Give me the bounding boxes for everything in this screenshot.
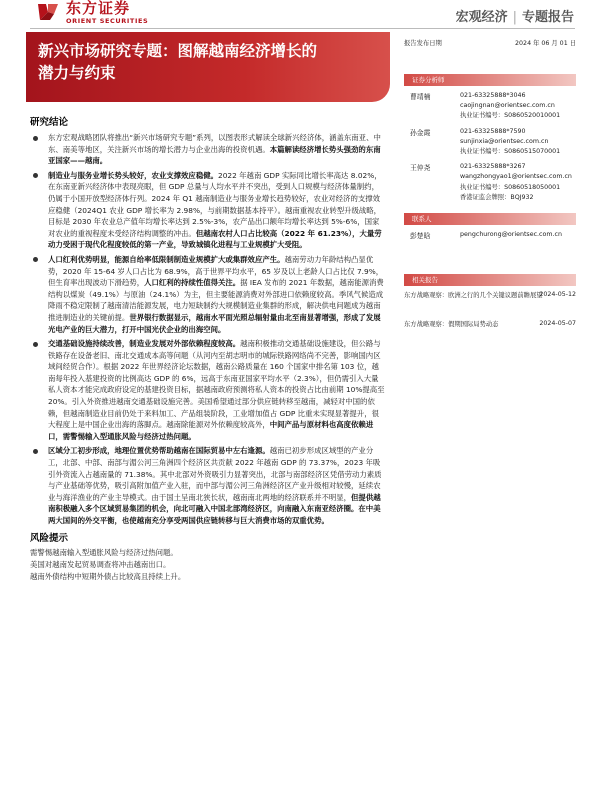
- bullet-bold-text: 本篇解读经济增长势头强劲的东南亚国家——越南。: [48, 144, 381, 166]
- related-section-header: 相关报告: [404, 274, 576, 286]
- conclusion-bullet-5: [30, 445, 385, 526]
- contact-section-header: 联系人: [404, 213, 576, 225]
- bullet-bold-text: 制造业与服务业增长势头较好，农业支撑效应稳健。: [48, 170, 218, 180]
- bullet-bold-text: 但越南农村人口占比较高（2022 年 61.23%），大量劳动力受困于现代化程度较低的第一产业，导致城镇化进程与工业规模扩大受阻。: [48, 228, 382, 250]
- analyst-card: [404, 91, 576, 122]
- related-report-title[interactable]: 东方战略观察：假期国际局势动态: [404, 321, 499, 329]
- analyst-cert: 执业证书编号：S0860518050001: [460, 183, 561, 191]
- risk-item-1: 需警惕越南输入型通胀风险与经济过热问题。: [30, 547, 178, 557]
- bullet-text: 越南积极推动交通基础设施建设，但公路与铁路存在设备老旧、南北交通成本高等问题（从河内至胡志明市的城际铁路网络尚不完善，影响国内区域间经贸合作）。根据 2022 年世界经济论坛数据，越南公路质量在 160 个国家中排名第 103 位，越南每年投入基建投资的比例高达 GDP 的 6%，远高于东南亚国家平均水平（2.3%），但仍需引入大量私人资本才能完成政府设定的基建投资目标，据越南政府预测将私人资本的投资占比由前期 10%提高至 20%。引入外资推进越南交通基础设施完善。美国希望通过部分供应链转移至越南，减轻对中国的依赖，但越南制造业目前仍处于来料加工、产品组装阶段，工业增加值占 GDP 比重未实现显著提升，很大程度上是中国企业出海的落脚点。越南除能源对外依赖度较高外，: [48, 339, 385, 430]
- analyst-card: [404, 127, 576, 158]
- bullet-bold-text: 交通基础设施持续改善，制造业发展对外部依赖程度较高。: [48, 339, 241, 349]
- analyst-email[interactable]: caojingnan@orientsec.com.cn: [460, 102, 555, 110]
- bullet-text: 越南劳动力年龄结构凸显优势，2020 年 15-64 岁人口占比为 68.9%，高于世界平均水平，65 岁及以上老龄人口占比仅 7.9%，但生育率出现波动下滑趋势，: [48, 254, 384, 288]
- conclusion-bullet-1: [30, 132, 385, 167]
- analyst-card: [404, 162, 576, 203]
- contact-card: [404, 230, 576, 240]
- header-divider: [30, 28, 575, 29]
- analyst-email[interactable]: sunjinxia@orientsec.com.cn: [460, 137, 549, 145]
- bullet-bold-text: 人口红利的持续性值得关注。: [144, 278, 241, 288]
- report-title-line2: 潜力与约束: [38, 64, 116, 82]
- analyst-name: 王仲尧: [410, 164, 431, 173]
- report-date-value: 2024 年 06 月 01 日: [515, 40, 576, 47]
- category-separator: |: [512, 10, 517, 25]
- analyst-cert: 执业证书编号：S0860520010001: [460, 112, 561, 120]
- risk-title: 风险提示: [30, 532, 69, 544]
- analyst-cert: 执业证书编号：S0860515070001: [460, 147, 561, 155]
- bullet-bold-text: 世界银行数据显示，越南水平面光照总辐射量由北至南显著增强，形成了发展光电产业的巨大潜力，打开中国光伏企业的出海空间。: [48, 312, 381, 334]
- report-title: [38, 40, 378, 84]
- sub-category-label: 专题报告: [521, 10, 574, 25]
- bullet-text: 东方宏观战略团队将推出“新兴市场研究专题”系列，以图表形式解读全球新兴经济体，涵盖东南亚、中东、南美等地区，关注新兴市场的增长潜力与企业出海的投资机遇。: [48, 133, 381, 154]
- page-header: [0, 0, 600, 30]
- analyst-phone: 021-63325888*7590: [460, 127, 526, 135]
- bullet-text: 据 IEA 发布的 2021 年数据，越南能源消费结构以煤炭（49.1%）与原油（24.1%）为主，但主要能源消费对外部进口依赖度较高。季风气候造成降雨不稳定限制了越南清洁能源发展，电力短缺制约大规模制造业集群的形成，解决供电问题成为越南推进制造业的关键前提。: [48, 278, 384, 322]
- logo-en-text: ORIENT SECURITIES: [66, 17, 149, 25]
- bullet-bold-text: 人口红利优势明显，能源自给率低限制制造业规模扩大或集群效应产生。: [48, 254, 285, 264]
- related-report-date: 2024-05-07: [539, 320, 576, 328]
- section-title: 研究结论: [30, 117, 69, 128]
- logo-mark-icon: [36, 2, 60, 22]
- analyst-section-header: 证券分析师: [404, 74, 576, 86]
- bullet-bold-text: 中间产品与原材料也高度依赖进口，需警惕输入型通胀风险与经济过热问题。: [48, 420, 374, 441]
- analyst-email[interactable]: wangzhongyao1@orientsec.com.cn: [460, 173, 572, 181]
- analyst-phone: 021-63325888*3046: [460, 92, 526, 99]
- report-date-label: 报告发布日期: [404, 40, 442, 47]
- analyst-name: 孙金霞: [410, 128, 431, 137]
- bullet-text: 越南已初步形成区域型的产业分工，北部、中部、南部与湄公河三角洲四个经济区共贡献 2022 年越南 GDP 的 73.37%，2023 年吸引外资流入占越南量的 71.38%。其中北部对外资吸引力显著突出，北部与南部经济区凭借劳动力素质与产业基础等优势，吸引高附加值产业入驻，而中部与湄公河三角洲经济区产业升级相对较慢，延续农业与海洋渔业的产业主导模式。由于国土呈南北狭长状，越南南北两地的经济联系并不明显，: [48, 446, 382, 502]
- company-logo: [36, 0, 166, 28]
- contact-name: 彭楚晗: [410, 231, 431, 240]
- category-label: 宏观经济: [455, 10, 508, 25]
- contact-email[interactable]: pengchurong@orientsec.com.cn: [460, 230, 562, 238]
- bullet-bold-text: 区域分工初步形成，地理位置优势帮助越南在国际贸易中左右逢源。: [48, 446, 270, 456]
- title-banner: [26, 32, 390, 102]
- related-report[interactable]: [404, 291, 576, 315]
- logo-cn-text: 东方证券: [66, 0, 131, 17]
- report-category: [456, 6, 574, 25]
- sidebar: [404, 36, 576, 332]
- analyst-phone: 021-63325888*3267: [460, 163, 526, 171]
- risk-item-3: 越南外债结构中短期外债占比较高且持续上升。: [30, 571, 186, 581]
- report-title-line1: 新兴市场研究专题：图解越南经济增长的: [38, 42, 318, 60]
- bullet-bold-text: 但提供越南积极融入多个区域贸易集团的机会，向北可融入中国北部湾经济区，向南融入东南亚经济圈。在中美两大国间的外交平衡，也使越南充分享受两国供应链转移与巨大消费市场的双重优势。: [48, 492, 381, 525]
- conclusion-bullet-4: [30, 338, 385, 442]
- conclusion-bullet-3: [30, 254, 385, 335]
- risk-item-2: 美国对越南发起贸易调查将冲击越南出口。: [30, 559, 171, 569]
- bullet-text: 2022 年越南 GDP 实际同比增长率高达 8.02%，在东南亚新兴经济体中表现亮眼，但 GDP 总量与人均水平并不突出，受到人口规模与经济体量制约，仍属于小国开放型经济体行列。2024 年 Q1 越南制造业与服务业增长趋势较好，农业对经济的支撑效应稳健（2024Q1 农业 GDP 增长率为 2.98%，与前期数据基本持平）。越南重视农业转型升级战略，目标是 2030 年农业总产值年均增长率达到 2.5%-3%，农产品出口额年均增长率达到 5%-6%，国家对农业的重视程度未受经济结构调整的冲击。: [48, 170, 382, 238]
- conclusion-bullet-2: [30, 170, 385, 251]
- analyst-name: 曹靖楠: [410, 93, 431, 101]
- analyst-hk-license: 香港证监会牌照：BQJ932: [460, 193, 534, 201]
- report-date: [404, 36, 576, 48]
- related-report[interactable]: [404, 320, 576, 332]
- main-content: [30, 114, 385, 583]
- related-report-date: 2024-05-12: [539, 291, 576, 299]
- related-report-title[interactable]: 东方战略观察：欧洲之行的几个关键议题前瞻展望: [404, 292, 543, 300]
